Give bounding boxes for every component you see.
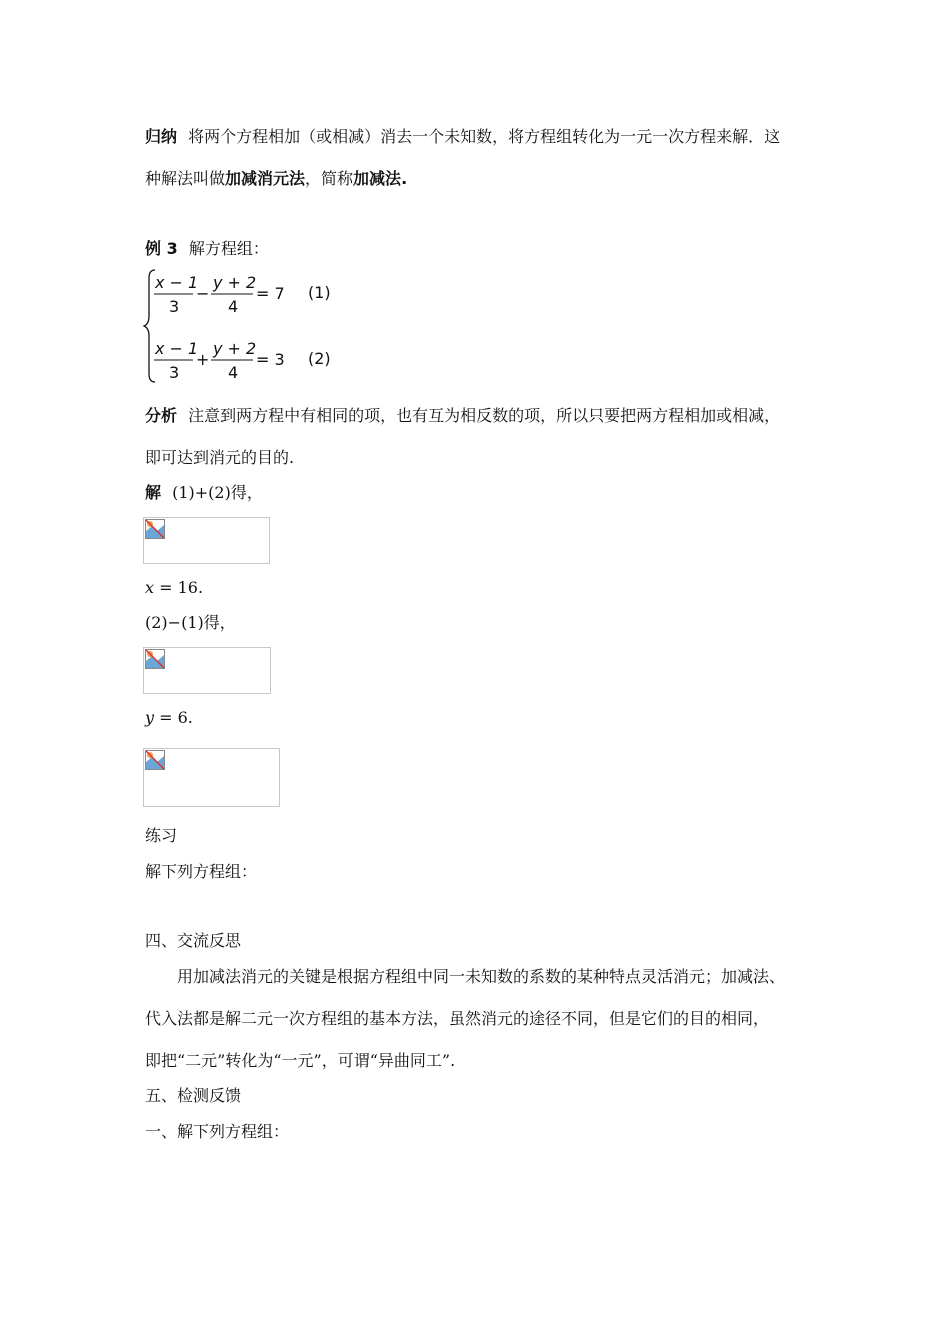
practice-prompt: 解下列方程组： xyxy=(145,862,258,881)
eq2-frac2-den: 4 xyxy=(228,363,239,382)
broken-image-1 xyxy=(143,517,270,564)
summary-paragraph-line1 xyxy=(145,126,780,148)
section5-item1: 一、解下列方程组： xyxy=(145,1122,290,1141)
result-y-value: = 6. xyxy=(154,708,193,727)
eq2-tag: (2) xyxy=(308,349,331,368)
summary-label: 归纳 xyxy=(145,127,178,146)
solution-step1-text: (1)+(2)得， xyxy=(172,483,263,502)
practice-title: 练习 xyxy=(145,826,178,845)
eq2-frac2-num: y + 2 xyxy=(213,339,257,358)
eq1-rhs: = 7 xyxy=(256,284,285,303)
var-y: y xyxy=(145,708,155,727)
example-prompt: 解方程组： xyxy=(188,239,269,258)
solution-step2: (2)−(1)得， xyxy=(145,613,236,632)
eq2-frac1-den: 3 xyxy=(169,363,180,382)
analysis-label: 分析 xyxy=(145,406,178,425)
eq1-tag: (1) xyxy=(308,283,331,302)
equation-system xyxy=(143,268,353,386)
section4-line1: 用加减法消元的关键是根据方程组中同一未知数的系数的某种特点灵活消元；加减法、 xyxy=(177,967,786,986)
eq1-frac1-num: x − 1 xyxy=(155,273,199,292)
broken-image-2 xyxy=(143,647,271,694)
solution-label: 解 xyxy=(145,483,162,502)
eq2-op: + xyxy=(196,350,210,369)
example-heading xyxy=(145,238,269,260)
broken-image-icon xyxy=(145,649,165,669)
solution-result-y xyxy=(145,707,193,729)
analysis-line1 xyxy=(145,405,780,427)
eq1-op: − xyxy=(196,284,210,303)
summary-text-pre: 种解法叫做 xyxy=(145,169,226,188)
method-full-name: 加减消元法 xyxy=(225,169,306,188)
summary-paragraph-line2 xyxy=(145,168,407,190)
left-brace xyxy=(144,270,155,382)
eq1-frac2-den: 4 xyxy=(228,297,239,316)
eq1-frac1-den: 3 xyxy=(169,297,180,316)
summary-text: 将两个方程相加（或相减）消去一个未知数，将方程组转化为一元一次方程来解．这 xyxy=(188,127,781,146)
solution-result-x xyxy=(145,577,203,599)
solution-step1 xyxy=(145,482,263,504)
broken-image-icon xyxy=(145,519,165,539)
example-label: 例 3 xyxy=(145,239,178,258)
method-short-name: 加减法 xyxy=(353,169,402,188)
section4-line3: 即把“二元”转化为“一元”，可谓“异曲同工”. xyxy=(145,1051,456,1070)
analysis-text: 注意到两方程中有相同的项，也有互为相反数的项，所以只要把两方程相加或相减， xyxy=(188,406,781,425)
eq2-rhs: = 3 xyxy=(256,350,285,369)
summary-text-end: . xyxy=(401,169,408,188)
eq1-frac2-num: y + 2 xyxy=(213,273,257,292)
broken-image-icon xyxy=(145,750,165,770)
analysis-line2: 即可达到消元的目的. xyxy=(145,448,295,467)
section4-line2: 代入法都是解二元一次方程组的基本方法，虽然消元的途径不同，但是它们的目的相同， xyxy=(145,1009,770,1028)
section5-title: 五、检测反馈 xyxy=(145,1086,242,1105)
eq2-frac1-num: x − 1 xyxy=(155,339,199,358)
var-x: x xyxy=(145,578,155,597)
broken-image-3 xyxy=(143,748,280,807)
summary-text-mid: ，简称 xyxy=(305,169,354,188)
section4-title: 四、交流反思 xyxy=(145,931,242,950)
result-x-value: = 16. xyxy=(154,578,204,597)
